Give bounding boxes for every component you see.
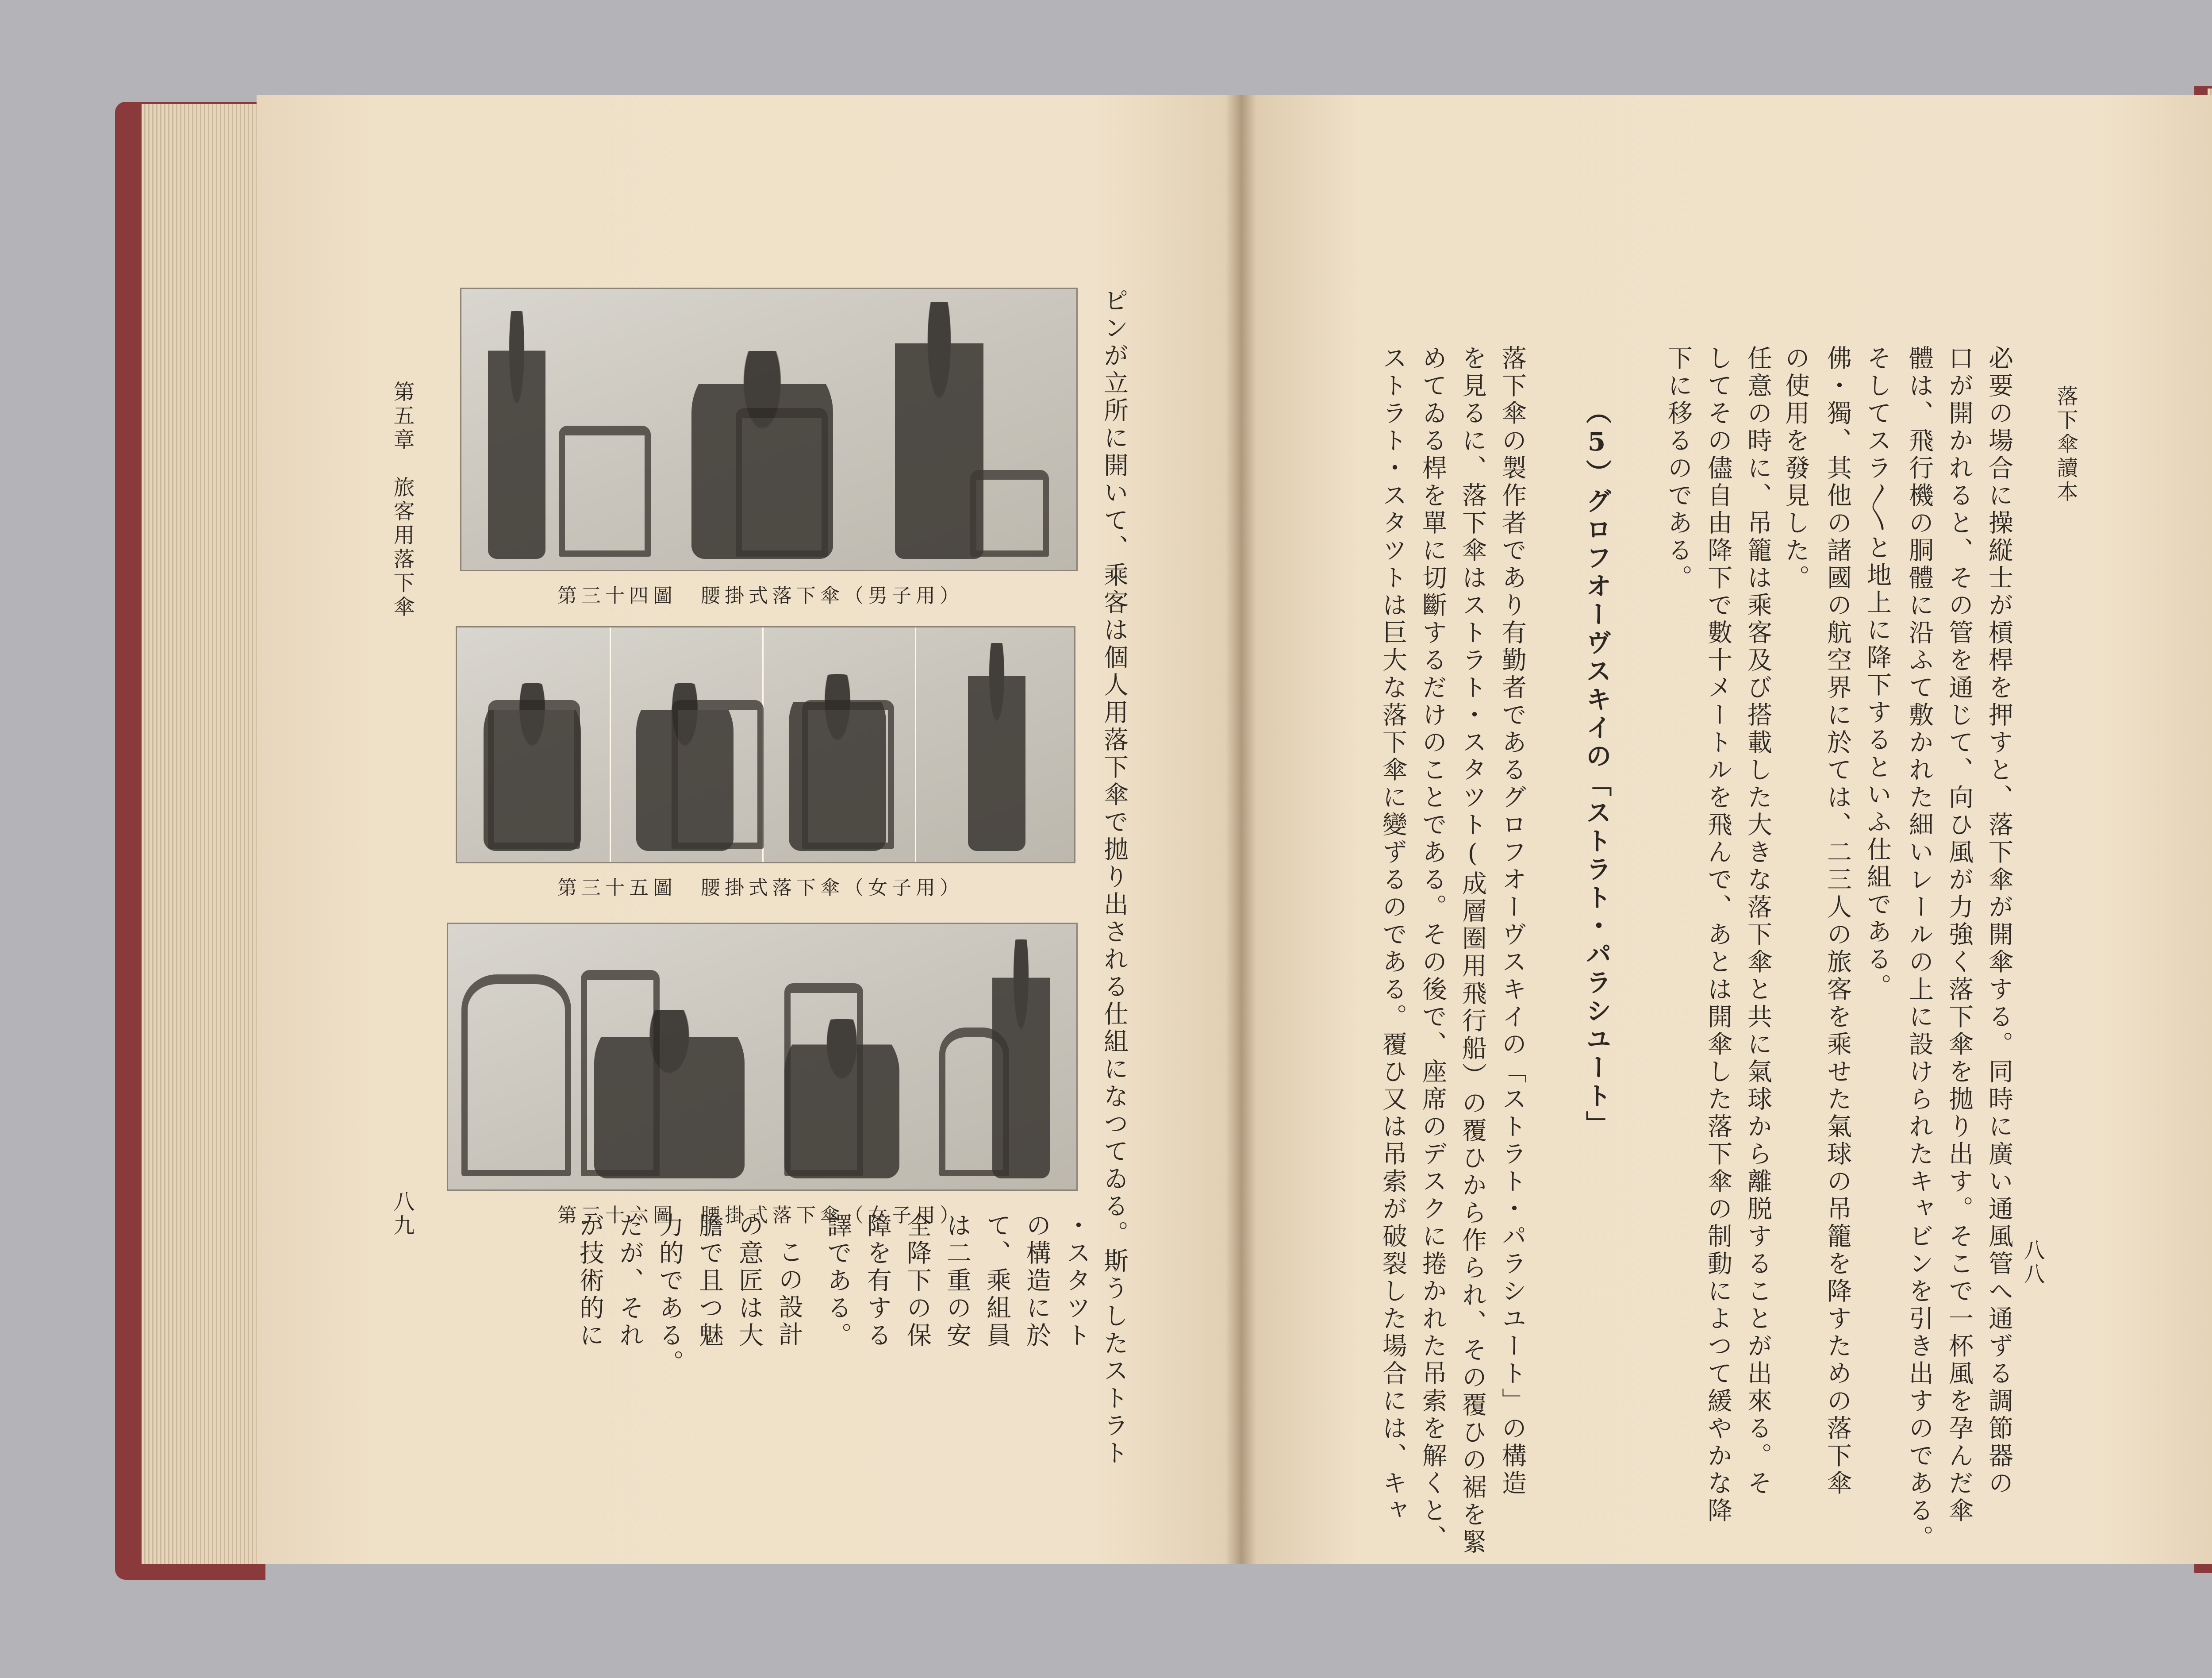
figure-36-photo [447, 923, 1078, 1191]
section-heading: （5）グロフオーヴスキイの「ストラト・パラシユート」 [1582, 398, 1612, 1139]
text-column: 下に移るのである。 [1664, 345, 1693, 592]
running-head-left: 第五章 旅客用落下傘 [390, 381, 415, 620]
text-column: 力的である。 [655, 1212, 684, 1377]
chair-figure [559, 426, 651, 557]
figure-34-photo [460, 288, 1078, 571]
page-number-right: 八八 [2020, 1239, 2045, 1287]
text-column: 落下傘の製作者であり有勤者であるグロフオーヴスキイの「ストラト・パラシユート」の構造 [1498, 345, 1527, 1497]
text-column: 膽で且つ魅 [695, 1212, 724, 1350]
text-column: めてゐる桿を單に切斷するだけのことである。その後で、座席のデスクに捲かれた吊索を解くと、 [1418, 345, 1447, 1552]
text-column: だが、それ [615, 1212, 644, 1350]
text-column: ストラト・スタツトは巨大な落下傘に變ずるのである。覆ひ又は吊索が破裂した場合には、キャ [1379, 345, 1407, 1525]
text-column: 任意の時に、吊籠は乘客及び搭載した大きな落下傘と共に氣球から離脱することが出來る。そ [1743, 345, 1772, 1497]
figure-36-caption: 第三十六圖 腰掛式落下傘（女子用） [557, 1204, 964, 1227]
man-seated-figure [691, 351, 833, 559]
text-column: してその儘自由降下で數十メートルを飛んで、あとは開傘した落下傘の制動によつて緩やかな降 [1704, 345, 1732, 1525]
text-column: 口が開かれると、その管を通じて、向ひ風が力強く落下傘を拋り出す。そこで一杯風を孕んだ傘 [1945, 345, 1974, 1525]
text-column: の使用を發見した。 [1781, 345, 1810, 592]
book-gutter [1225, 95, 1256, 1564]
figure-34-caption: 第三十四圖 腰掛式落下傘（男子用） [557, 585, 964, 607]
text-column: 障を有する [863, 1212, 892, 1350]
text-column: 全降下の保 [903, 1212, 932, 1350]
text-column: 譯である。 [823, 1212, 852, 1350]
woman-seated-figure [784, 1019, 899, 1178]
chair-figure [970, 470, 1049, 557]
text-column: は二重の安 [943, 1212, 972, 1350]
woman-standing-figure [968, 643, 1025, 851]
page-number-left: 八九 [390, 1190, 415, 1238]
text-column: の構造に於 [1022, 1212, 1051, 1350]
woman-figure [789, 674, 886, 851]
text-column: そしてスラ〳〵と地上に降下するといふ仕組である。 [1863, 345, 1892, 1001]
text-column: が技術的に [576, 1212, 604, 1350]
text-column: この設計 [775, 1239, 803, 1349]
man-standing-figure [488, 311, 545, 559]
figure-35-caption: 第三十五圖 腰掛式落下傘（女子用） [557, 877, 964, 899]
chair-figure [461, 974, 571, 1176]
woman-standing-figure [992, 939, 1050, 1178]
woman-seated-figure [594, 1010, 745, 1178]
text-column: ・スタツト [1062, 1212, 1091, 1350]
text-column: を見るに、落下傘はストラト・スタツト(成層圈用飛行船）の覆ひから作られ、その覆ひの裾を緊 [1458, 345, 1487, 1556]
text-column: 必要の場合に操縦士が槓桿を押すと、落下傘が開傘する。同時に廣い通風管へ通ずる調節器の [1985, 345, 2013, 1497]
text-column: て、乘組員 [983, 1212, 1011, 1350]
text-column: ピンが立所に開いて、乘客は個人用落下傘で拋り出される仕組になつてゐる。斯うしたストラト [1100, 288, 1129, 1467]
woman-figure [484, 683, 581, 851]
page-edges-left [142, 104, 257, 1564]
figure-35-photo [456, 626, 1075, 863]
text-column: 體は、飛行機の胴體に沿ふて敷かれた細いレールの上に設けられたキャビンを引き出すのである。 [1905, 345, 1934, 1552]
text-column: 佛・獨、其他の諸國の航空界に於ては、二三人の旅客を乘せた氣球の吊籠を降すための落下傘 [1823, 345, 1852, 1497]
running-head-right: 落下傘讀本 [2053, 385, 2078, 504]
woman-figure [636, 683, 733, 851]
text-column: の意匠は大 [735, 1212, 764, 1350]
